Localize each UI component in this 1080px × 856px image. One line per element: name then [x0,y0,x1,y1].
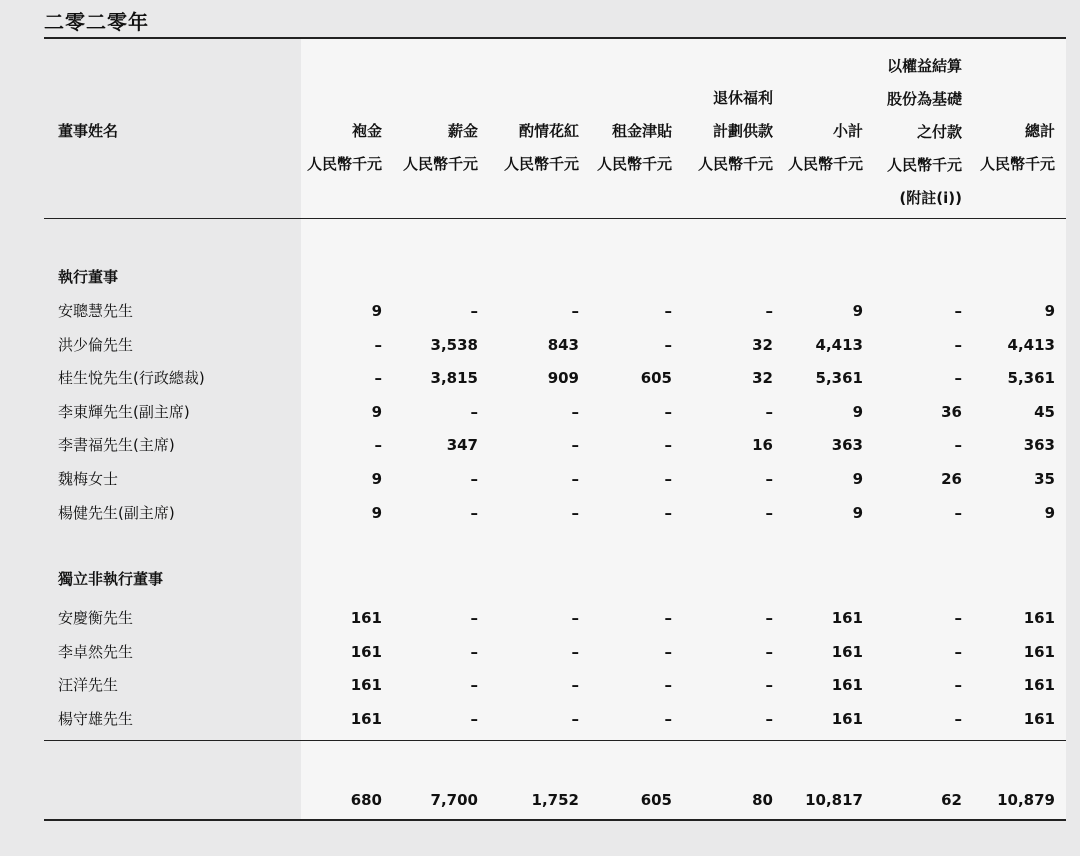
value-cell: – [954,642,962,661]
value-cell: – [374,335,382,354]
header-col-1-line-2: 人民幣千元 [306,155,382,173]
table-row [0,330,1080,360]
header-col-2-line-1: 薪金 [447,122,478,140]
header-col-7-line-4: 人民幣千元 [886,156,962,174]
total-cell: 62 [941,791,962,809]
total-cell: 680 [350,791,382,809]
value-cell: 9 [852,302,863,320]
director-name: 楊健先生(副主席) [58,503,175,522]
table-row [0,397,1080,427]
director-name: 李書福先生(主席) [58,436,175,455]
value-cell: 45 [1034,402,1055,421]
total-cell: 7,700 [430,791,478,809]
value-cell: – [954,369,962,388]
value-cell: – [374,369,382,388]
value-cell: 161 [350,709,382,728]
total-cell: 10,879 [997,791,1055,809]
value-cell: 843 [547,335,579,354]
header-col-7-line-1: 以權益結算 [886,57,962,75]
table-row [0,464,1080,494]
value-cell: – [571,470,579,488]
director-name: 楊守雄先生 [58,709,134,728]
value-cell: – [664,609,672,627]
value-cell: 9 [1044,503,1055,522]
top-rule [44,37,1066,39]
table-row [0,498,1080,528]
director-name: 魏梅女士 [58,470,119,488]
value-cell: 161 [1023,709,1055,728]
value-cell: 36 [941,402,962,421]
value-cell: – [664,335,672,354]
value-cell: 161 [831,709,863,728]
table-row [0,603,1080,633]
value-cell: – [571,302,579,320]
director-name: 安聰慧先生 [58,302,134,320]
director-name: 李東輝先生(副主席) [58,402,190,421]
value-cell: – [470,503,478,522]
director-name: 汪洋先生 [58,676,119,695]
value-cell: – [954,335,962,354]
total-cell: 80 [752,791,773,809]
value-cell: 3,538 [430,335,478,354]
totals-row [0,785,1080,815]
header-col-2-line-2: 人民幣千元 [402,155,478,173]
director-name: 李卓然先生 [58,642,134,661]
header-rule [44,218,1066,219]
header-col-5-line-2: 計劃供款 [712,122,773,140]
value-cell: – [664,642,672,661]
value-cell: 9 [371,503,382,522]
value-cell: – [954,676,962,695]
value-cell: 605 [640,369,672,388]
value-cell: 4,413 [1007,335,1055,354]
value-cell: – [470,402,478,421]
value-cell: – [664,302,672,320]
header-col-6-line-1: 小計 [832,122,863,140]
value-cell: 161 [350,609,382,627]
value-cell: – [664,503,672,522]
table-row [0,430,1080,460]
header-director-name: 董事姓名 [58,122,119,140]
value-cell: – [571,436,579,455]
value-cell: – [571,402,579,421]
value-cell: – [765,676,773,695]
value-cell: 363 [1023,436,1055,455]
header-col-5-line-1: 退休福利 [712,89,773,107]
value-cell: 161 [1023,609,1055,627]
value-cell: – [470,470,478,488]
value-cell: – [470,709,478,728]
director-name: 安慶衡先生 [58,609,134,627]
section-title: 執行董事 [58,268,119,286]
value-cell: 161 [831,676,863,695]
value-cell: – [765,402,773,421]
value-cell: – [470,609,478,627]
header-col-8-line-2: 人民幣千元 [979,155,1055,173]
value-cell: 161 [350,676,382,695]
table-row [0,363,1080,393]
value-cell: 347 [446,436,478,455]
table-row [0,296,1080,326]
value-cell: – [954,709,962,728]
value-cell: – [571,676,579,695]
value-cell: – [664,676,672,695]
value-cell: 161 [350,642,382,661]
value-cell: 3,815 [430,369,478,388]
director-name: 洪少倫先生 [58,335,134,354]
header-col-8-line-1: 總計 [1024,122,1055,140]
value-cell: – [954,609,962,627]
bottom-rule [44,819,1066,821]
header-col-7-line-2: 股份為基礎 [886,90,962,108]
table-row [0,670,1080,700]
value-cell: – [470,642,478,661]
table-row [0,704,1080,734]
value-cell: 9 [852,470,863,488]
page-title: 二零二零年 [44,10,149,34]
value-cell: – [954,503,962,522]
value-cell: – [765,503,773,522]
value-cell: – [765,302,773,320]
value-cell: 9 [852,503,863,522]
value-cell: – [571,503,579,522]
value-cell: – [664,709,672,728]
value-cell: – [571,609,579,627]
value-cell: – [765,709,773,728]
value-cell: 161 [831,609,863,627]
header-col-4-line-1: 租金津貼 [611,122,672,140]
value-cell: 35 [1034,470,1055,488]
value-cell: – [664,402,672,421]
value-cell: 32 [752,369,773,388]
table-row [0,637,1080,667]
value-cell: – [765,642,773,661]
value-cell: 32 [752,335,773,354]
header-col-3-line-1: 酌情花紅 [518,122,579,140]
value-cell: 161 [1023,676,1055,695]
value-cell: – [765,470,773,488]
value-cell: 9 [371,302,382,320]
value-cell: 5,361 [815,369,863,388]
value-cell: 16 [752,436,773,455]
header-col-4-line-2: 人民幣千元 [596,155,672,173]
value-cell: – [954,436,962,455]
value-cell: – [765,609,773,627]
header-col-7-line-3: 之付款 [916,123,962,141]
value-cell: 9 [371,470,382,488]
value-cell: – [571,642,579,661]
value-cell: 26 [941,470,962,488]
director-name: 桂生悅先生(行政總裁) [58,369,205,388]
value-cell: – [470,302,478,320]
value-cell: 161 [831,642,863,661]
value-cell: 9 [1044,302,1055,320]
total-top-rule [44,740,1066,741]
value-cell: 909 [547,369,579,388]
section-title: 獨立非執行董事 [58,570,164,588]
header-col-7-line-5: (附註(i)) [899,189,962,207]
value-cell: 9 [371,402,382,421]
value-cell: 4,413 [815,335,863,354]
header-col-1-line-1: 袍金 [351,122,382,140]
value-cell: – [664,436,672,455]
header-col-3-line-2: 人民幣千元 [503,155,579,173]
header-col-6-line-2: 人民幣千元 [787,155,863,173]
value-cell: – [470,676,478,695]
total-cell: 1,752 [531,791,579,809]
value-cell: – [571,709,579,728]
header-col-5-line-3: 人民幣千元 [697,155,773,173]
value-cell: 5,361 [1007,369,1055,388]
value-cell: – [954,302,962,320]
value-cell: 9 [852,402,863,421]
value-cell: 161 [1023,642,1055,661]
value-cell: 363 [831,436,863,455]
value-cell: – [664,470,672,488]
value-cell: – [374,436,382,455]
total-cell: 10,817 [805,791,863,809]
total-cell: 605 [640,791,672,809]
